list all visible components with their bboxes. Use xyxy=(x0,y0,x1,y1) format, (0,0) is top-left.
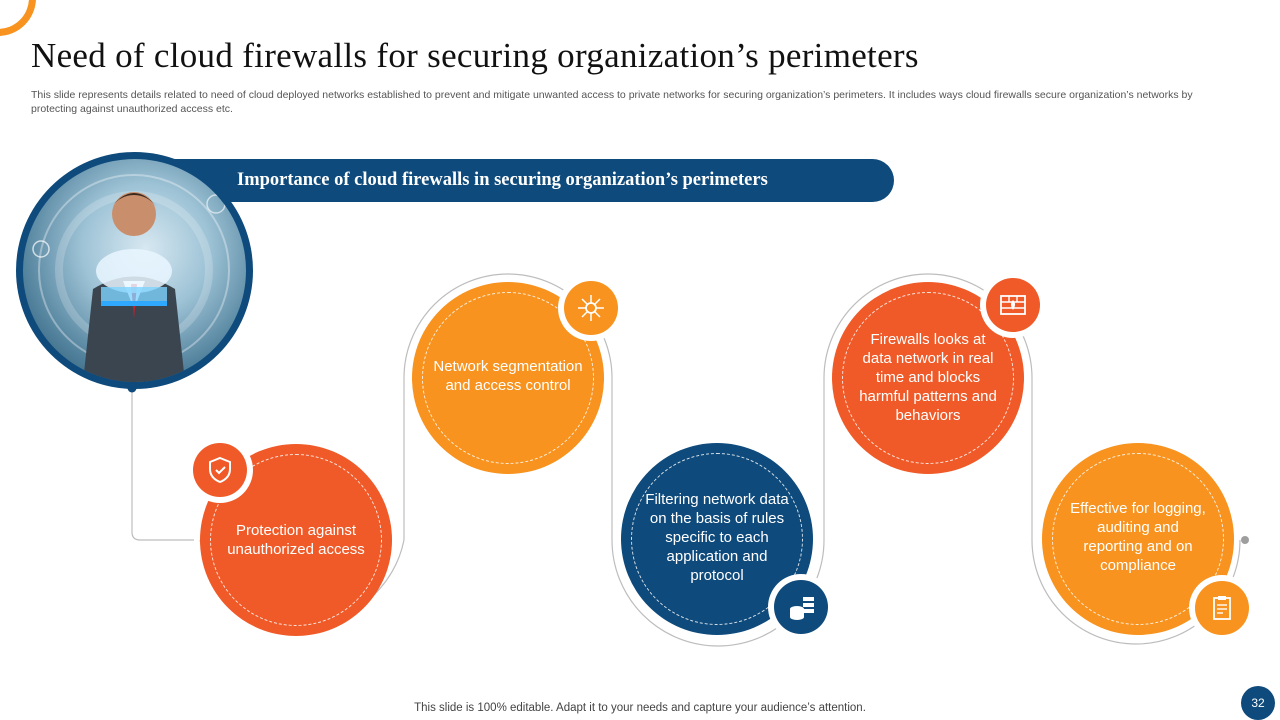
page-number: 32 xyxy=(1241,686,1275,720)
firewall-icon xyxy=(997,289,1029,321)
shield-icon-badge xyxy=(187,437,253,503)
page-subtitle: This slide represents details related to need of cloud deployed networks established to prevent and mitigate unwanted access to private networks for securing organization’s perimeters. It includes ways cloud firewalls secure organization’s networks by protecting against unauthorized access etc. xyxy=(31,89,1193,115)
point-4-text: Firewalls looks at data network in real time and blocks harmful patterns and behaviors xyxy=(859,330,997,424)
footer-note: This slide is 100% editable. Adapt it to your needs and capture your audience’s attention. xyxy=(414,702,866,714)
banner-title: Importance of cloud firewalls in securing organization’s perimeters xyxy=(237,170,768,190)
shield-icon xyxy=(205,455,235,485)
point-1-text: Protection against unauthorized access xyxy=(227,522,365,558)
page-title: Need of cloud firewalls for securing organization’s perimeters xyxy=(31,36,919,75)
firewall-icon-badge xyxy=(980,272,1046,338)
report-icon xyxy=(1207,593,1237,623)
point-5-text: Effective for logging, auditing and reporting and on compliance xyxy=(1070,500,1206,574)
point-3-text: Filtering network data on the basis of rules specific to each application and protocol xyxy=(645,490,789,584)
point-2-text: Network segmentation and access control xyxy=(433,358,583,394)
network-hub-icon xyxy=(575,292,607,324)
database-icon-badge xyxy=(768,574,834,640)
report-icon-badge xyxy=(1189,575,1255,641)
hero-image xyxy=(23,159,246,382)
network-icon-badge xyxy=(558,275,624,341)
database-icon xyxy=(785,591,817,623)
